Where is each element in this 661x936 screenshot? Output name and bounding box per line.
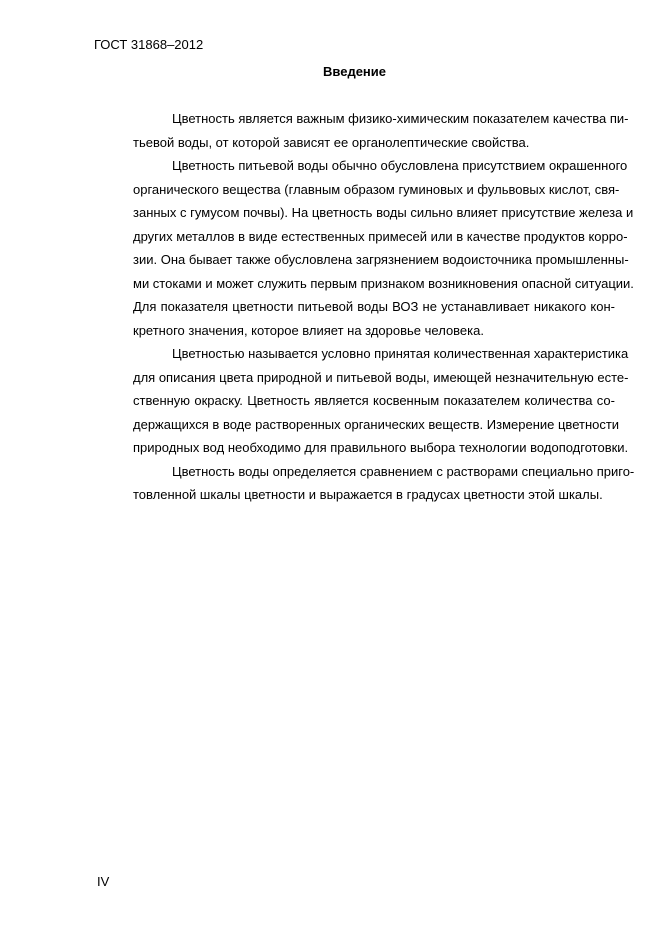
page-number: IV	[97, 874, 110, 889]
paragraph-3	[94, 342, 629, 460]
text-line: зии. Она бывает также обусловлена загрязнением водоисточника промышленны-	[133, 252, 629, 267]
text-line: Цветностью называется условно принятая количественная характеристика	[172, 346, 629, 361]
text-line: Цветность воды определяется сравнением с растворами специально приго-	[172, 463, 635, 479]
text-line: Цветность является важным физико-химическим показателем качества пи-	[172, 111, 629, 126]
body-text	[94, 107, 635, 507]
text-line: других металлов в виде естественных примесей или в качестве продуктов корро-	[133, 228, 628, 244]
text-line: для описания цвета природной и питьевой воды, имеющей незначительную есте-	[133, 369, 629, 385]
text-line: природных вод необходимо для правильного выбора технологии водоподготовки.	[133, 440, 629, 455]
text-line: ми стоками и может служить первым признаком возникновения опасной ситуации.	[133, 275, 634, 291]
text-line: Для показателя цветности питьевой воды ВОЗ не устанавливает никакого кон-	[133, 299, 615, 314]
text-line: держащихся в воде растворенных органических веществ. Измерение цветности	[133, 416, 620, 432]
section-title: Введение	[323, 64, 386, 79]
document-code: ГОСТ 31868–2012	[94, 37, 204, 52]
text-line: ственную окраску. Цветность является косвенным показателем количества со-	[133, 393, 615, 408]
text-line: кретного значения, которое влияет на здоровье человека.	[133, 322, 484, 338]
text-line: Цветность питьевой воды обычно обусловлена присутствием окрашенного	[172, 158, 628, 173]
text-line: органического вещества (главным образом гуминовых и фульвовых кислот, свя-	[133, 181, 620, 197]
paragraph-4	[94, 460, 635, 507]
paragraph-1	[94, 107, 629, 154]
text-line: занных с гумусом почвы). На цветность воды сильно влияет присутствие железа и	[133, 205, 634, 220]
paragraph-2	[94, 154, 634, 342]
text-line: тьевой воды, от которой зависят ее органолептические свойства.	[133, 134, 530, 150]
text-line: товленной шкалы цветности и выражается в градусах цветности этой шкалы.	[133, 487, 603, 502]
